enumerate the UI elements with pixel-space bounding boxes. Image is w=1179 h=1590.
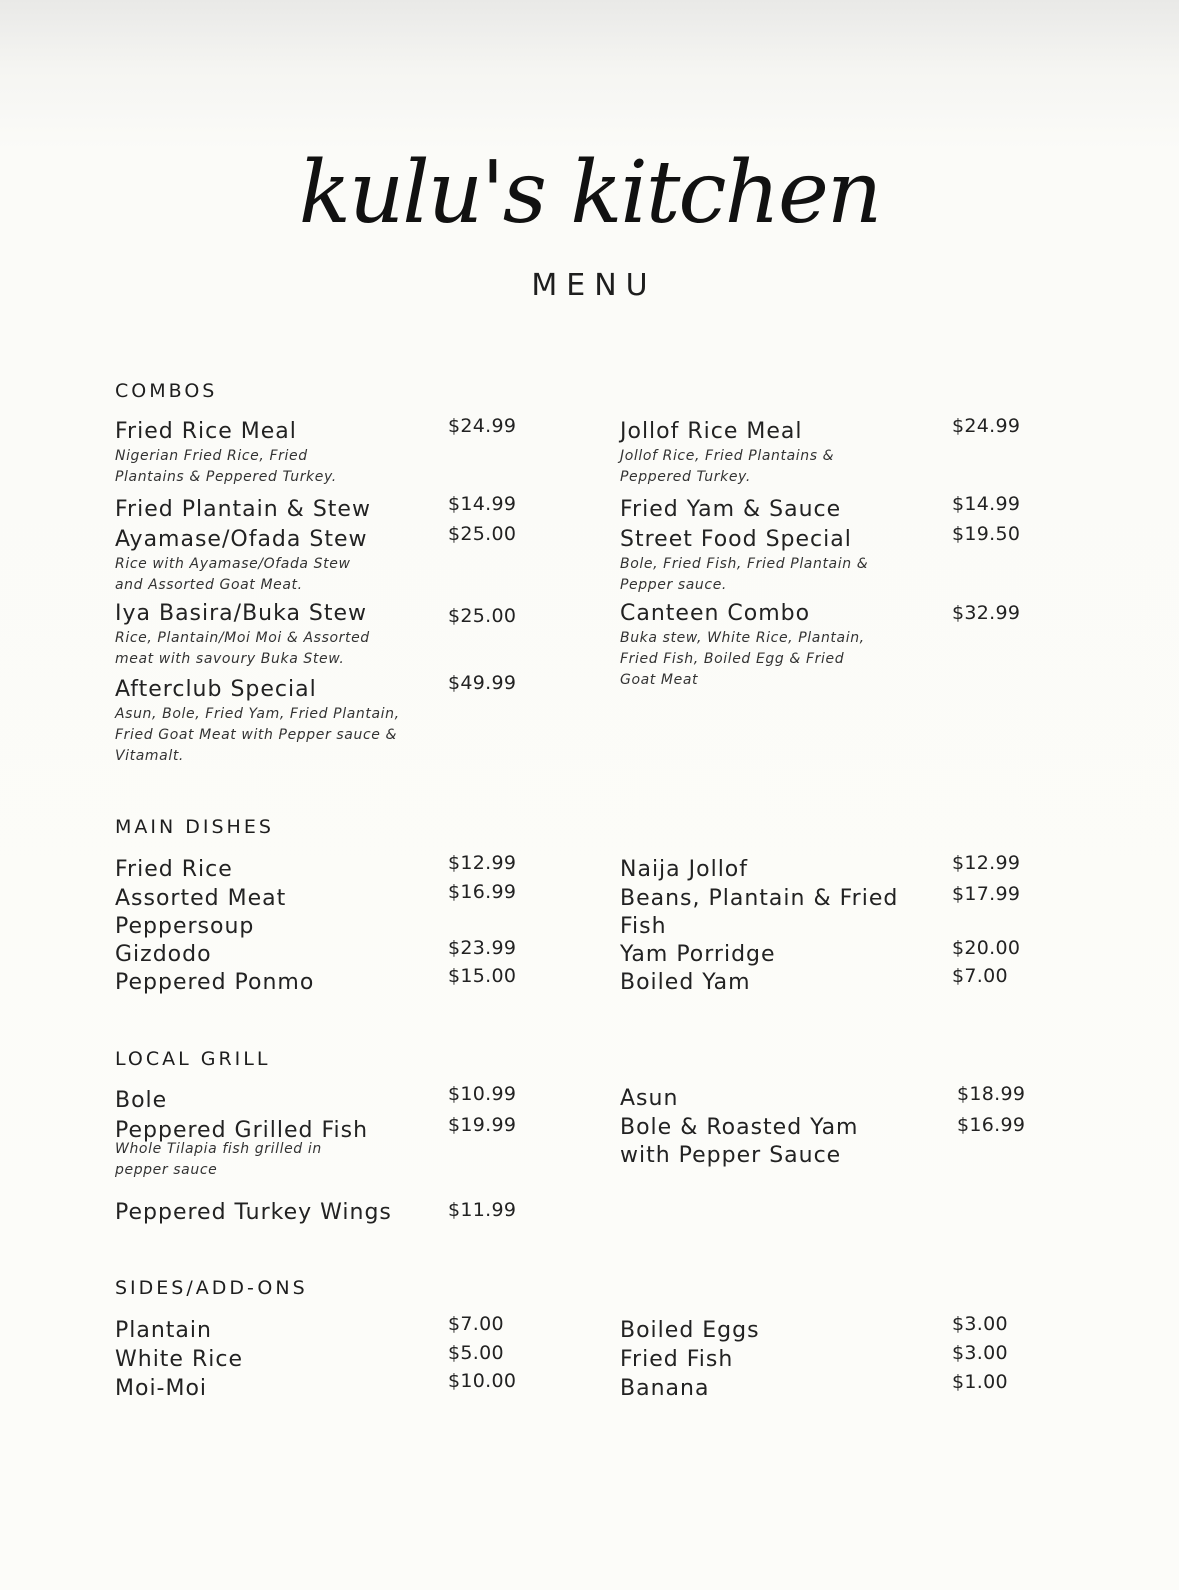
menu-item-ayamase-ofada-stew: [115, 526, 415, 596]
item-price: $17.99: [952, 883, 1021, 905]
item-price: $19.50: [952, 523, 1021, 545]
item-description: Buka stew, White Rice, Plantain, Fried Fish, Boiled Egg & Fried Goat Meat: [620, 630, 865, 688]
item-price: $23.99: [448, 937, 517, 959]
item-name: Plantain: [115, 1318, 212, 1343]
item-price: $11.99: [448, 1199, 517, 1221]
item-name: Boiled Yam: [620, 970, 751, 995]
item-name: Banana: [620, 1376, 710, 1401]
item-price: $24.99: [448, 415, 517, 437]
menu-item-white-rice: [115, 1346, 415, 1374]
section-title-main-dishes: MAIN DISHES: [115, 816, 274, 838]
item-description: Asun, Bole, Fried Yam, Fried Plantain, Fried Goat Meat with Pepper sauce & Vitamalt.: [115, 706, 400, 764]
item-name: Assorted Meat Peppersoup: [115, 886, 287, 939]
item-price: $25.00: [448, 523, 517, 545]
item-price: $14.99: [952, 493, 1021, 515]
menu-item-banana: [620, 1375, 920, 1403]
item-name: Fried Fish: [620, 1347, 734, 1372]
menu-item-jollof-rice-meal: [620, 418, 920, 488]
item-name: Street Food Special: [620, 527, 852, 552]
menu-item-gizdodo: [115, 941, 415, 969]
item-name: Naija Jollof: [620, 857, 749, 882]
item-name: Fried Rice Meal: [115, 419, 297, 444]
menu-item-boiled-yam: [620, 969, 920, 997]
section-title-combos: COMBOS: [115, 380, 218, 402]
item-price: $19.99: [448, 1114, 517, 1136]
item-name: Fried Rice: [115, 857, 233, 882]
menu-item-canteen-combo: [620, 600, 920, 691]
menu-heading: MENU: [531, 268, 657, 303]
item-description: Nigerian Fried Rice, Fried Plantains & Peppered Turkey.: [115, 448, 337, 485]
item-name: Fried Yam & Sauce: [620, 497, 842, 522]
menu-item-peppered-grilled-fish: [115, 1117, 415, 1181]
section-title-sides-add-ons: SIDES/ADD-ONS: [115, 1277, 308, 1299]
item-name: Afterclub Special: [115, 677, 317, 702]
item-name: Gizdodo: [115, 942, 212, 967]
item-name: Fried Plantain & Stew: [115, 497, 371, 522]
item-price: $49.99: [448, 672, 517, 694]
item-name: Beans, Plantain & Fried Fish: [620, 886, 899, 939]
menu-item-boiled-eggs: [620, 1317, 920, 1345]
item-price: $16.99: [957, 1114, 1026, 1136]
item-name: Moi-Moi: [115, 1376, 208, 1401]
item-name: Bole: [115, 1088, 168, 1113]
item-name: White Rice: [115, 1347, 243, 1372]
menu-item-afterclub-special: [115, 676, 415, 767]
menu-item-bole-roasted-yam: [620, 1114, 890, 1170]
item-price: $25.00: [448, 605, 517, 627]
item-price: $3.00: [952, 1342, 1008, 1364]
item-price: $16.99: [448, 881, 517, 903]
item-name: Yam Porridge: [620, 942, 776, 967]
item-price: $15.00: [448, 965, 517, 987]
section-title-local-grill: LOCAL GRILL: [115, 1048, 271, 1070]
menu-item-fried-rice-meal: [115, 418, 415, 488]
menu-item-street-food-special: [620, 526, 920, 596]
menu-item-beans-plantain-fried-fish: [620, 885, 910, 941]
item-price: $7.00: [448, 1313, 504, 1335]
menu-item-asun: [620, 1085, 920, 1113]
item-name: Peppered Ponmo: [115, 970, 315, 995]
menu-item-moi-moi: [115, 1375, 415, 1403]
item-description: Rice with Ayamase/Ofada Stew and Assorted Goat Meat.: [115, 556, 351, 593]
menu-item-naija-jollof: [620, 856, 920, 884]
menu-item-assorted-meat-peppersoup: [115, 885, 315, 941]
item-price: $10.99: [448, 1083, 517, 1105]
item-price: $7.00: [952, 965, 1008, 987]
menu-item-peppered-turkey-wings: [115, 1199, 415, 1227]
item-name: Peppered Grilled Fish: [115, 1118, 369, 1143]
item-price: $14.99: [448, 493, 517, 515]
item-name: Jollof Rice Meal: [620, 419, 803, 444]
item-price: $24.99: [952, 415, 1021, 437]
item-name: Iya Basira/Buka Stew: [115, 601, 368, 626]
item-price: $1.00: [952, 1371, 1008, 1393]
menu-item-fried-fish: [620, 1346, 920, 1374]
item-name: Canteen Combo: [620, 601, 811, 626]
menu-item-peppered-ponmo: [115, 969, 415, 997]
item-description: Jollof Rice, Fried Plantains & Peppered Turkey.: [620, 448, 835, 485]
item-name: Ayamase/Ofada Stew: [115, 527, 368, 552]
menu-item-fried-rice: [115, 856, 415, 884]
item-price: $18.99: [957, 1083, 1026, 1105]
item-name: Bole & Roasted Yam with Pepper Sauce: [620, 1115, 859, 1168]
menu-item-fried-plantain-stew: [115, 496, 415, 524]
item-name: Peppered Turkey Wings: [115, 1200, 392, 1225]
item-name: Asun: [620, 1086, 679, 1111]
menu-item-bole: [115, 1087, 415, 1115]
item-price: $10.00: [448, 1370, 517, 1392]
item-price: $12.99: [952, 852, 1021, 874]
menu-item-iya-basira-buka-stew: [115, 600, 415, 670]
item-description: Bole, Fried Fish, Fried Plantain & Pepper sauce.: [620, 556, 869, 593]
menu-item-yam-porridge: [620, 941, 920, 969]
item-description: Rice, Plantain/Moi Moi & Assorted meat with savoury Buka Stew.: [115, 630, 370, 667]
item-price: $32.99: [952, 602, 1021, 624]
item-name: Boiled Eggs: [620, 1318, 760, 1343]
item-price: $5.00: [448, 1342, 504, 1364]
menu-item-plantain: [115, 1317, 415, 1345]
item-price: $20.00: [952, 937, 1021, 959]
item-description: Whole Tilapia fish grilled in pepper sauce: [115, 1141, 322, 1178]
item-price: $12.99: [448, 852, 517, 874]
menu-item-fried-yam-sauce: [620, 496, 920, 524]
item-price: $3.00: [952, 1313, 1008, 1335]
restaurant-logo-title: kulu's kitchen: [298, 143, 881, 243]
